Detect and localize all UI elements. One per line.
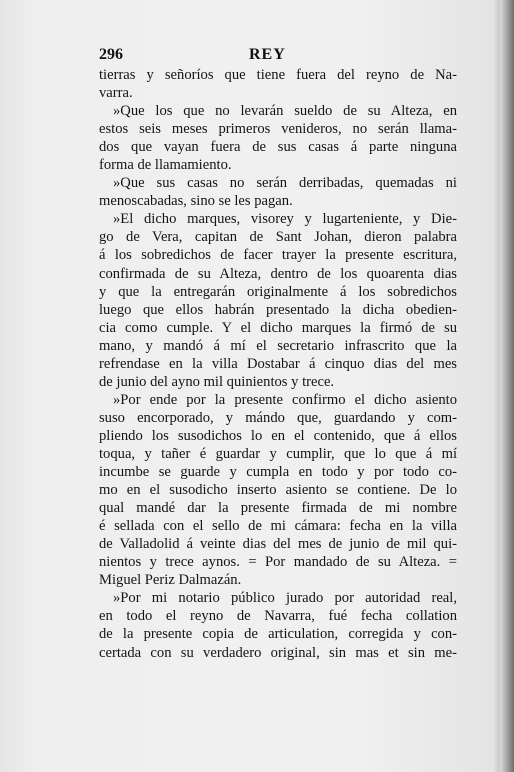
page-edge-shadow <box>500 0 514 772</box>
text-line: qual mandé dar la presente firmada de mi nombre <box>99 500 457 517</box>
paragraph-start-line: »Que sus casas no serán derribadas, quemadas ni <box>113 175 457 192</box>
text-line: confirmada de su Alteza, dentro de los quoarenta dias <box>99 265 457 282</box>
text-line: dos que vayan fuera de sus casas á parte ninguna <box>99 139 457 156</box>
text-line: suso encorporado, y mándo que, guardando y com- <box>99 409 457 426</box>
paragraph-start-line: »Por ende por la presente confirmo el dicho asiento <box>113 391 457 408</box>
body-text <box>99 66 457 662</box>
running-title: REY <box>249 46 286 63</box>
text-line: de junio del ayno mil quinientos y trece. <box>99 373 335 390</box>
text-line: Miguel Periz Dalmazán. <box>99 572 242 589</box>
text-line: go de Vera, capitan de Sant Johan, dieron palabra <box>99 229 457 246</box>
text-line: de Valladolid á veinte dias del mes de junio de mil qui- <box>99 536 457 553</box>
text-line: é sellada con el sello de mi cámara: fecha en la villa <box>99 518 457 535</box>
paragraph-start-line: »El dicho marques, visorey y lugarteniente, y Die- <box>113 211 457 228</box>
text-line: tierras y señoríos que tiene fuera del reyno de Na- <box>99 67 457 83</box>
text-line: menoscabadas, sino se les pagan. <box>99 193 293 210</box>
text-line: luego que ellos habrán presentado la dicha obedien- <box>99 301 457 318</box>
text-line: cia como cumple. Y el dicho marques la firmó de su <box>99 319 457 336</box>
text-line: y que la entregarán originalmente á los sobredichos <box>99 283 457 300</box>
text-line: en todo el reyno de Navarra, fué fecha collation <box>99 608 457 625</box>
text-line: mo en el susodicho inserto asiento se contiene. De lo <box>99 482 457 499</box>
text-line: estos seis meses primeros venideros, no serán llama- <box>99 121 457 138</box>
text-line: pliendo los susodichos lo en el contenido, que á ellos <box>99 427 457 444</box>
paragraph-start-line: »Que los que no levarán sueldo de su Alteza, en <box>113 103 457 120</box>
text-line: incumbe se guarde y cumpla en todo y por todo co- <box>99 464 457 481</box>
text-line: refrendase en la villa Dostabar á cinquo dias del mes <box>99 355 457 372</box>
text-line: nientos y trece aynos. = Por mandado de su Alteza. = <box>99 554 457 571</box>
text-line: certada con su verdadero original, sin mas et sin me- <box>99 644 457 661</box>
text-line: forma de llamamiento. <box>99 157 232 174</box>
text-line: toqua, y tañer é guardar y cumplir, que lo que á mí <box>99 445 457 462</box>
text-line: de la presente copia de articulation, corregida y con- <box>99 626 457 643</box>
page-header <box>99 46 457 68</box>
page-number: 296 <box>99 46 123 63</box>
text-line: varra. <box>99 85 133 102</box>
text-line: á los sobredichos de facer trayer la presente escritura, <box>99 247 457 264</box>
text-line: mano, y mandó á mí el secretario infrascrito que la <box>99 337 457 354</box>
paragraph-start-line: »Por mi notario público jurado por autoridad real, <box>113 590 457 607</box>
